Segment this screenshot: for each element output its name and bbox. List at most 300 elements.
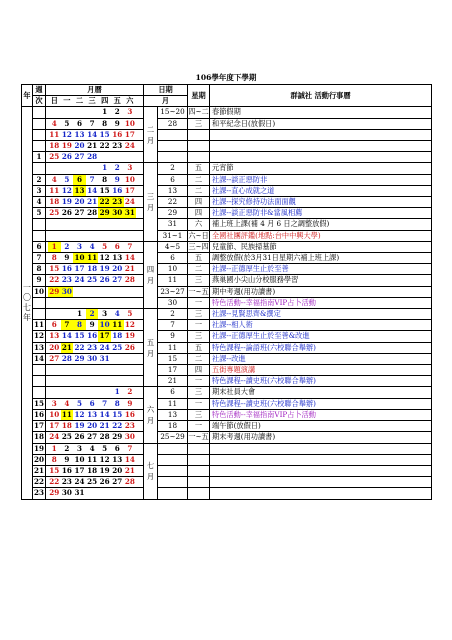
week-days xyxy=(46,275,144,286)
week-number: 3 xyxy=(33,185,46,196)
event-date: 9 xyxy=(158,331,188,342)
week-row xyxy=(22,275,432,286)
calendar-day: 29 xyxy=(74,353,85,363)
calendar-day: 24 xyxy=(124,197,135,207)
week-row xyxy=(22,107,432,118)
year-cell: 一〇七年 xyxy=(22,107,33,499)
calendar-day: 22 xyxy=(112,421,123,431)
week-number xyxy=(33,107,46,118)
event-date: 31 xyxy=(158,219,188,230)
calendar-day: 18 xyxy=(61,421,72,431)
week-days xyxy=(46,297,144,308)
week-days xyxy=(46,118,144,129)
calendar-day: 18 xyxy=(49,141,60,151)
week-days xyxy=(46,488,144,499)
calendar-day: 31 xyxy=(99,353,110,363)
event-date: 2 xyxy=(158,163,188,174)
calendar-day: 12 xyxy=(61,129,72,139)
week-row xyxy=(22,342,432,353)
week-days xyxy=(46,342,144,353)
calendar-day: 4 xyxy=(114,309,120,319)
calendar-day: 1 xyxy=(51,443,57,453)
calendar-day: 21 xyxy=(99,421,110,431)
event-date: 25~29 xyxy=(158,432,188,443)
event-weekday: 三 xyxy=(188,409,210,420)
event-weekday xyxy=(188,141,210,152)
week-days xyxy=(46,320,144,331)
calendar-day: 17 xyxy=(99,331,110,341)
calendar-day: 11 xyxy=(87,454,98,464)
week-row xyxy=(22,163,432,174)
event-text: 補上班上課(補 4 月 6 日之調整放假) xyxy=(210,219,432,230)
calendar-day: 11 xyxy=(87,253,98,263)
event-weekday: 五 xyxy=(188,342,210,353)
calendar-day: 15 xyxy=(49,465,60,475)
event-text xyxy=(210,454,432,465)
week-days xyxy=(46,264,144,275)
header-row-1 xyxy=(22,85,432,96)
month-label: 二月 xyxy=(144,107,158,163)
weekday-thu: 四 xyxy=(101,96,109,106)
calendar-day: 5 xyxy=(127,309,133,319)
event-date xyxy=(158,488,188,499)
week-row xyxy=(22,309,432,320)
week-number xyxy=(33,309,46,320)
event-date: 6 xyxy=(158,253,188,264)
calendar-day: 5 xyxy=(102,241,108,251)
week-row xyxy=(22,465,432,476)
event-weekday: 二 xyxy=(188,264,210,275)
weekday-tue: 二 xyxy=(75,96,84,106)
calendar-day: 14 xyxy=(87,129,98,139)
week-days xyxy=(46,253,144,264)
event-weekday: 六 xyxy=(188,219,210,230)
week-row xyxy=(22,331,432,342)
event-text: 春節假期 xyxy=(210,107,432,118)
week-days xyxy=(46,376,144,387)
week-days xyxy=(46,208,144,219)
calendar-day: 27 xyxy=(112,477,123,487)
calendar-day: 18 xyxy=(112,331,123,341)
event-text: 特色活動--幸福指南VIP占卜活動 xyxy=(210,409,432,420)
event-date: 28 xyxy=(158,118,188,129)
calendar-day: 14 xyxy=(99,409,110,419)
week-number: 2 xyxy=(33,174,46,185)
week-row xyxy=(22,253,432,264)
week-row xyxy=(22,185,432,196)
calendar-day: 29 xyxy=(112,432,123,442)
event-weekday: 一 xyxy=(188,320,210,331)
week-row xyxy=(22,118,432,129)
week-days xyxy=(46,129,144,140)
calendar-table xyxy=(21,84,432,500)
calendar-day: 7 xyxy=(102,398,108,408)
calendar-day: 6 xyxy=(114,443,120,453)
calendar-day: 16 xyxy=(61,465,72,475)
week-days xyxy=(46,454,144,465)
calendar-day: 13 xyxy=(74,129,85,139)
event-text: 五街專題演講 xyxy=(210,365,432,376)
event-text xyxy=(210,152,432,163)
calendar-day: 19 xyxy=(74,421,85,431)
week-row xyxy=(22,432,432,443)
calendar-day: 16 xyxy=(112,185,123,195)
event-text: 全國社團評鑑(地點:台中中興大學) xyxy=(210,230,432,241)
event-text xyxy=(210,465,432,476)
week-number: 15 xyxy=(33,398,44,408)
week-days xyxy=(46,409,144,420)
event-weekday: 二 xyxy=(188,174,210,185)
calendar-day: 30 xyxy=(112,208,123,218)
calendar-day: 9 xyxy=(64,253,70,263)
event-date xyxy=(158,454,188,465)
week-row xyxy=(22,488,432,499)
calendar-day: 9 xyxy=(89,320,95,330)
week-days xyxy=(46,197,144,208)
week-row xyxy=(22,219,432,230)
week-number: 1 xyxy=(33,152,46,163)
week-number xyxy=(33,387,46,398)
calendar-day: 10 xyxy=(99,320,110,330)
calendar-day: 2 xyxy=(64,443,70,453)
calendar-day: 8 xyxy=(102,118,108,128)
calendar-day: 16 xyxy=(124,409,135,419)
header-week-top: 週 xyxy=(33,85,46,96)
calendar-day: 6 xyxy=(114,241,120,251)
event-text: 特色課程--論語班(六校聯合舉辦) xyxy=(210,342,432,353)
calendar-day: 7 xyxy=(127,443,133,453)
calendar-day: 7 xyxy=(89,118,95,128)
week-row xyxy=(22,174,432,185)
calendar-day: 9 xyxy=(64,454,70,464)
event-date: 6 xyxy=(158,174,188,185)
calendar-day: 10 xyxy=(124,118,135,128)
event-weekday: 六~日 xyxy=(188,230,209,240)
event-text: 期末社員大會 xyxy=(210,387,432,398)
calendar-day: 21 xyxy=(124,264,135,274)
week-days xyxy=(46,107,144,118)
event-weekday: 五 xyxy=(188,163,210,174)
calendar-day: 3 xyxy=(102,309,108,319)
calendar-day: 19 xyxy=(99,264,110,274)
calendar-day: 17 xyxy=(49,421,60,431)
week-number: 18 xyxy=(33,432,44,442)
week-row xyxy=(22,297,432,308)
week-days xyxy=(46,174,144,185)
month-label: 三月 xyxy=(144,163,158,241)
event-text: 社課--談正惡防非&當風相薦 xyxy=(210,208,432,219)
calendar-day: 7 xyxy=(89,174,95,184)
week-number: 14 xyxy=(33,353,44,363)
calendar-day: 2 xyxy=(127,387,133,397)
calendar-day: 2 xyxy=(114,107,120,117)
calendar-day: 18 xyxy=(87,465,98,475)
event-date: 21 xyxy=(158,376,188,387)
calendar-day: 11 xyxy=(49,185,60,195)
calendar-day: 25 xyxy=(49,208,60,218)
event-text xyxy=(210,488,432,499)
event-weekday: 五 xyxy=(188,253,210,264)
calendar-day: 20 xyxy=(74,197,85,207)
event-weekday: 四~二 xyxy=(188,107,209,117)
week-number: 9 xyxy=(33,275,46,286)
week-days xyxy=(46,286,144,297)
week-row xyxy=(22,376,432,387)
calendar-day: 15 xyxy=(99,185,110,195)
event-text: 調整放假(於3月31日星期六補上班上課) xyxy=(210,253,432,264)
calendar-day: 11 xyxy=(49,129,60,139)
calendar-day: 26 xyxy=(99,477,110,487)
event-text: 燕巢國小尖山分校服務學習 xyxy=(210,275,432,286)
event-text: 社課--探究修持功法面面觀 xyxy=(210,197,432,208)
week-row xyxy=(22,398,432,409)
event-date: 17 xyxy=(158,365,188,376)
calendar-day: 23 xyxy=(61,275,72,285)
week-number: 23 xyxy=(33,488,44,498)
calendar-day: 31 xyxy=(124,208,135,218)
week-number xyxy=(33,163,46,174)
calendar-day: 17 xyxy=(124,185,135,195)
calendar-day: 14 xyxy=(87,185,98,195)
event-weekday: 二 xyxy=(188,353,210,364)
week-number: 17 xyxy=(33,421,44,431)
calendar-day: 5 xyxy=(64,118,70,128)
calendar-day: 26 xyxy=(61,208,72,218)
week-row xyxy=(22,409,432,420)
weekday-mon: 一 xyxy=(63,96,71,106)
event-weekday xyxy=(188,465,210,476)
calendar-day: 11 xyxy=(112,320,123,330)
event-weekday: 三 xyxy=(188,387,210,398)
calendar-day: 18 xyxy=(87,264,98,274)
header-month: 月 xyxy=(144,96,188,107)
calendar-day: 20 xyxy=(49,342,60,352)
week-row xyxy=(22,454,432,465)
event-text: 和平紀念日(放假日) xyxy=(210,118,432,129)
week-number xyxy=(33,129,46,140)
week-row xyxy=(22,353,432,364)
calendar-day: 26 xyxy=(74,432,85,442)
calendar-day: 5 xyxy=(76,398,82,408)
week-number: 13 xyxy=(33,342,44,352)
calendar-day: 28 xyxy=(124,275,135,285)
event-date xyxy=(158,129,188,140)
event-weekday: 三 xyxy=(188,309,210,320)
event-date: 18 xyxy=(158,421,188,432)
event-text: 社課--正德厚生止於至善&改進 xyxy=(210,331,432,342)
event-date: 11 xyxy=(158,275,188,286)
calendar-day: 3 xyxy=(76,241,82,251)
calendar-day: 19 xyxy=(99,465,110,475)
calendar-day: 21 xyxy=(87,141,98,151)
calendar-day: 8 xyxy=(114,398,120,408)
calendar-day: 24 xyxy=(74,477,85,487)
calendar-day: 21 xyxy=(124,465,135,475)
calendar-day: 2 xyxy=(64,241,70,251)
week-number: 12 xyxy=(33,331,44,341)
calendar-day: 19 xyxy=(61,141,72,151)
calendar-day: 6 xyxy=(51,320,57,330)
week-number: 6 xyxy=(33,241,46,252)
calendar-day: 26 xyxy=(124,342,135,352)
event-date xyxy=(158,477,188,488)
week-days xyxy=(46,309,144,320)
calendar-day: 20 xyxy=(112,465,123,475)
calendar-day: 7 xyxy=(127,241,133,251)
event-weekday: 三 xyxy=(188,118,210,129)
event-text: 端午節(放假日) xyxy=(210,421,432,432)
calendar-day: 16 xyxy=(112,129,123,139)
event-text: 社課--改進 xyxy=(210,353,432,364)
calendar-day: 19 xyxy=(61,197,72,207)
week-row xyxy=(22,365,432,376)
calendar-day: 7 xyxy=(61,320,74,330)
calendar-day: 28 xyxy=(87,152,98,162)
calendar-day: 15 xyxy=(99,129,110,139)
calendar-day: 30 xyxy=(61,488,72,498)
calendar-day: 23 xyxy=(112,197,123,207)
week-days xyxy=(46,185,144,196)
calendar-day: 8 xyxy=(102,174,108,184)
calendar-day: 13 xyxy=(112,253,123,263)
calendar-day: 8 xyxy=(51,253,57,263)
calendar-day: 5 xyxy=(64,174,70,184)
event-text: 兒童節、民族掃墓節 xyxy=(210,241,432,252)
event-date: 23~27 xyxy=(158,286,188,297)
week-days xyxy=(46,387,144,398)
calendar-day: 12 xyxy=(99,454,110,464)
calendar-day: 9 xyxy=(127,398,133,408)
calendar-day: 26 xyxy=(99,275,110,285)
calendar-day: 14 xyxy=(124,454,135,464)
week-row xyxy=(22,387,432,398)
calendar-day: 25 xyxy=(61,432,72,442)
week-row xyxy=(22,141,432,152)
calendar-day: 25 xyxy=(112,342,123,352)
header-events: 群誠社 活動行事曆 xyxy=(210,85,432,107)
calendar-day: 3 xyxy=(51,398,57,408)
week-number: 10 xyxy=(33,286,44,296)
event-text: 社課--見賢思齊&撰定 xyxy=(210,309,432,320)
calendar-day: 26 xyxy=(61,152,72,162)
week-row xyxy=(22,208,432,219)
weekday-sun: 日 xyxy=(50,96,58,106)
calendar-day: 23 xyxy=(112,141,123,151)
month-label: 七月 xyxy=(144,443,158,499)
calendar-day: 3 xyxy=(127,107,133,117)
week-row xyxy=(22,443,432,454)
event-date: 31~1 xyxy=(158,230,188,241)
week-days xyxy=(46,241,144,252)
header-date: 日期 xyxy=(144,85,188,96)
calendar-day: 27 xyxy=(49,353,60,363)
event-date: 11 xyxy=(158,398,188,409)
calendar-day: 27 xyxy=(87,432,98,442)
calendar-day: 22 xyxy=(99,197,110,207)
event-weekday xyxy=(188,129,210,140)
week-number: 11 xyxy=(33,320,44,330)
calendar-day: 8 xyxy=(51,454,57,464)
event-text xyxy=(210,129,432,140)
event-text: 社課--正德厚生止於至善 xyxy=(210,264,432,275)
event-weekday: 三 xyxy=(188,275,210,286)
calendar-day: 3 xyxy=(127,163,133,173)
event-weekday: 一 xyxy=(188,421,210,432)
week-number: 21 xyxy=(33,465,44,475)
calendar-day: 22 xyxy=(49,275,60,285)
week-row xyxy=(22,421,432,432)
calendar-day: 17 xyxy=(124,129,135,139)
calendar-day: 2 xyxy=(114,163,120,173)
calendar-day: 28 xyxy=(99,432,110,442)
week-number: 16 xyxy=(33,409,44,419)
event-date: 15~20 xyxy=(158,107,188,118)
calendar-day: 31 xyxy=(74,488,85,498)
week-days xyxy=(46,432,144,443)
month-label: 四月 xyxy=(144,241,158,308)
calendar-day: 1 xyxy=(102,163,108,173)
week-days xyxy=(46,465,144,476)
calendar-day: 4 xyxy=(64,398,70,408)
week-days xyxy=(46,398,144,409)
calendar-day: 13 xyxy=(49,331,60,341)
week-row xyxy=(22,477,432,488)
event-date: 6 xyxy=(158,387,188,398)
event-weekday: 二 xyxy=(188,185,210,196)
calendar-day: 22 xyxy=(74,342,85,352)
calendar-day: 23 xyxy=(87,342,98,352)
event-date: 13 xyxy=(158,185,188,196)
header-year: 年 xyxy=(22,85,33,107)
calendar-day: 17 xyxy=(74,465,85,475)
event-date: 4~5 xyxy=(158,241,188,252)
week-number: 22 xyxy=(33,477,44,487)
header-weekdays xyxy=(46,96,144,107)
event-text: 期中考週(用功讀書) xyxy=(210,286,432,297)
calendar-day: 27 xyxy=(74,208,85,218)
calendar-day: 6 xyxy=(76,118,82,128)
calendar-day: 16 xyxy=(61,264,72,274)
calendar-day: 5 xyxy=(102,443,108,453)
calendar-day: 24 xyxy=(124,141,135,151)
page-title: 106學年度下學期 xyxy=(195,73,257,82)
week-days xyxy=(46,230,144,241)
week-days xyxy=(46,331,144,342)
month-label: 六月 xyxy=(144,387,158,443)
week-number: 5 xyxy=(33,208,46,219)
calendar-day: 19 xyxy=(124,331,135,341)
calendar-day: 18 xyxy=(49,197,60,207)
week-days xyxy=(46,353,144,364)
calendar-day: 25 xyxy=(49,152,60,162)
week-number: 8 xyxy=(33,264,46,275)
calendar-day: 24 xyxy=(49,432,60,442)
week-days xyxy=(46,163,144,174)
calendar-day: 1 xyxy=(48,242,61,252)
calendar-day: 28 xyxy=(61,353,72,363)
event-weekday xyxy=(188,443,210,454)
calendar-day: 1 xyxy=(114,387,120,397)
calendar-day: 4 xyxy=(89,241,95,251)
event-text xyxy=(210,477,432,488)
week-row xyxy=(22,241,432,252)
calendar-day: 9 xyxy=(114,174,120,184)
event-weekday xyxy=(188,152,210,163)
calendar-day: 4 xyxy=(51,174,57,184)
calendar-day: 27 xyxy=(112,275,123,285)
week-number: 7 xyxy=(33,253,46,264)
calendar-day: 15 xyxy=(49,264,60,274)
